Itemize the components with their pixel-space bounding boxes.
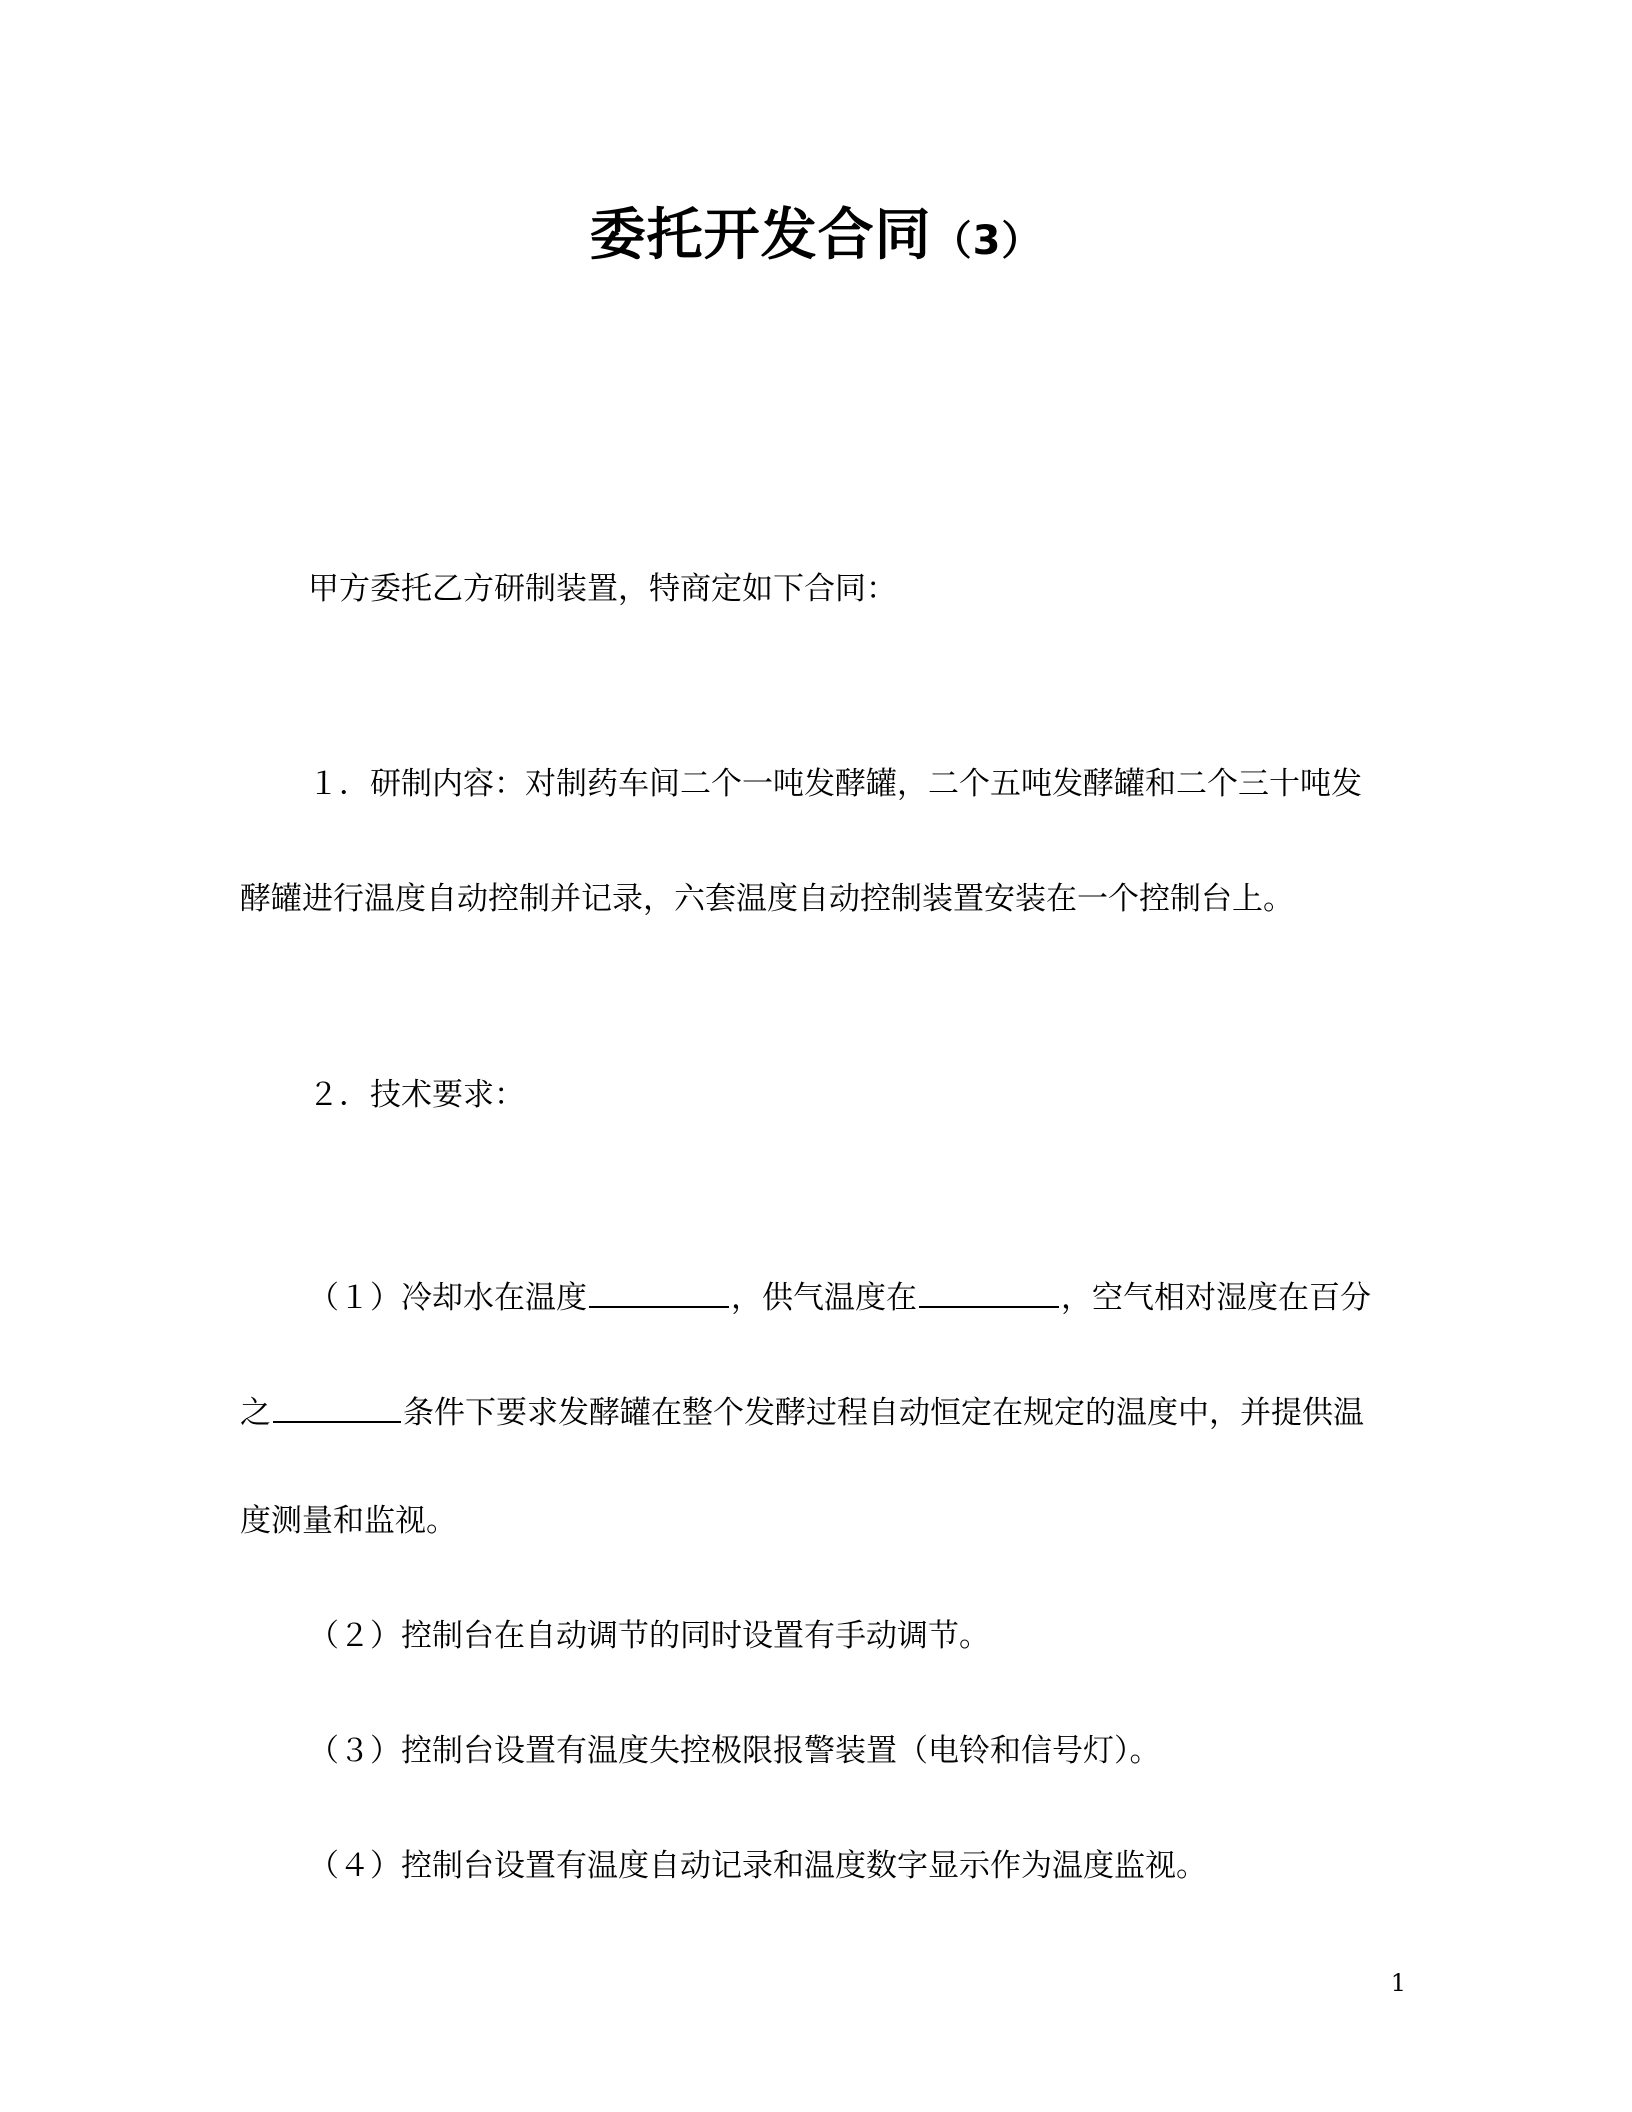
- item1-text-d: 之: [240, 1395, 271, 1431]
- air-supply-temp-blank: [919, 1268, 1059, 1308]
- item1-text-e: 条件下要求发酵罐在整个发酵过程自动恒定在规定的温度中，并提供温: [403, 1395, 1364, 1431]
- section1-line1: １．研制内容：对制药车间二个一吨发酵罐，二个五吨发酵罐和二个三十吨发: [308, 766, 1362, 802]
- section1-line2: 酵罐进行温度自动控制并记录，六套温度自动控制装置安装在一个控制台上。: [240, 881, 1294, 917]
- humidity-percent-blank: [273, 1383, 401, 1423]
- item1-text-b: ，供气温度在: [731, 1280, 917, 1316]
- item4-line: （４）控制台设置有温度自动记录和温度数字显示作为温度监视。: [308, 1848, 1207, 1884]
- item1-line3: 度测量和监视。: [240, 1503, 457, 1539]
- document-title: [0, 196, 1632, 281]
- page-number: 1: [1390, 1969, 1406, 1997]
- item1-text-a: （１）冷却水在温度: [308, 1280, 587, 1316]
- item1-line1: [308, 1268, 1400, 1321]
- title-text: 委托开发合同: [589, 203, 932, 268]
- section2-heading: ２．技术要求：: [308, 1077, 525, 1113]
- item2-line: （２）控制台在自动调节的同时设置有手动调节。: [308, 1618, 990, 1654]
- item1-text-c: ，空气相对湿度在百分: [1061, 1280, 1371, 1316]
- intro-paragraph: 甲方委托乙方研制装置，特商定如下合同：: [308, 571, 897, 607]
- title-suffix: （3）: [931, 218, 1043, 264]
- item3-line: （３）控制台设置有温度失控极限报警装置（电铃和信号灯）。: [308, 1733, 1161, 1769]
- cooling-water-temp-blank: [589, 1268, 729, 1308]
- item1-line2: [240, 1383, 1400, 1436]
